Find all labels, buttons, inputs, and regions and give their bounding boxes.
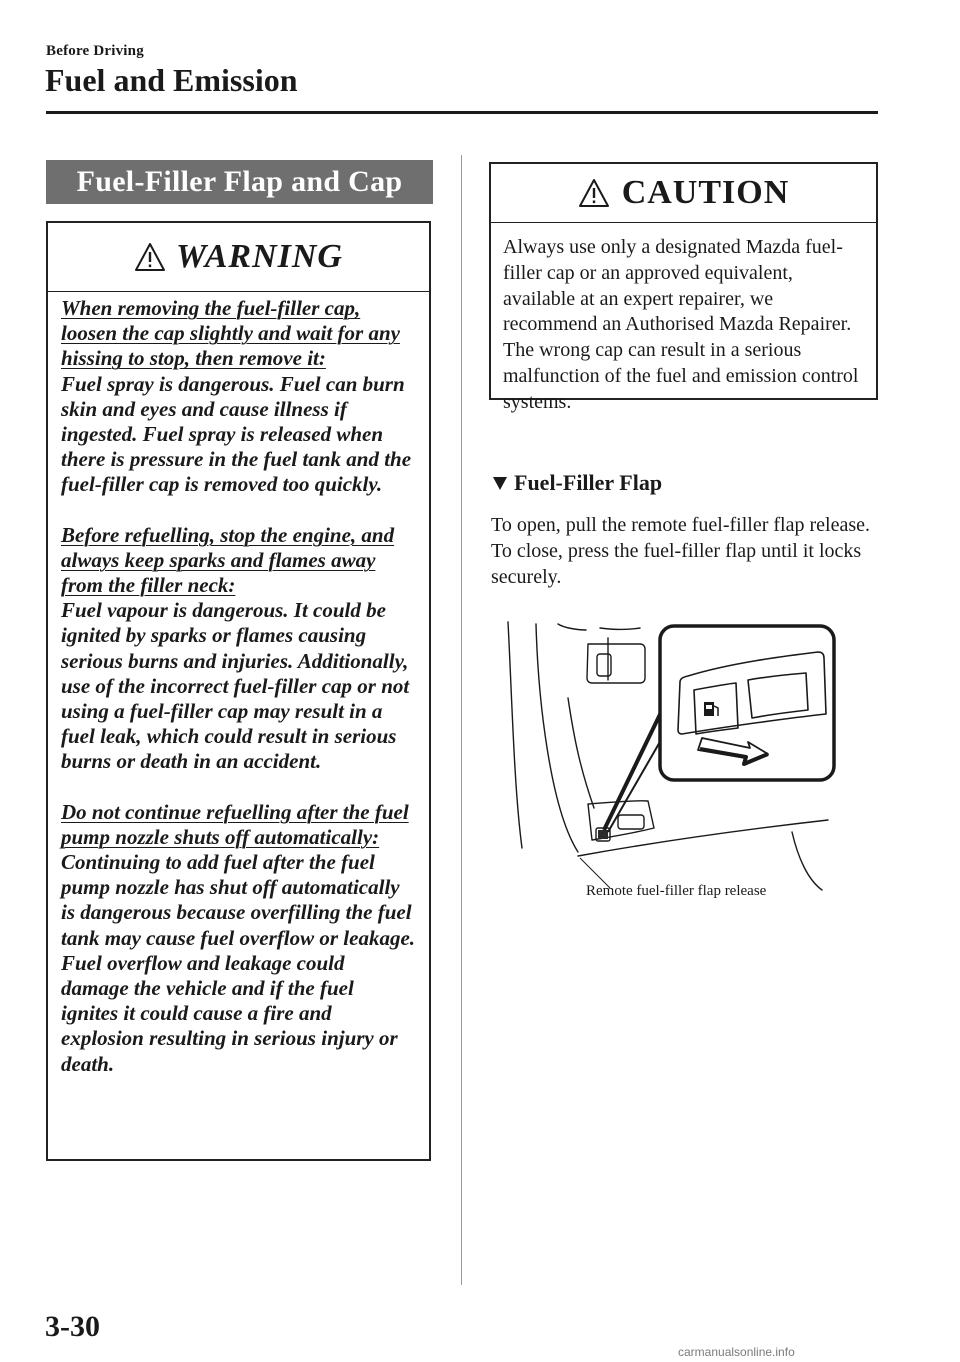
warning-instruction-2: Before refuelling, stop the engine, and always keep sparks and flames away from the filler neck: [61, 522, 395, 598]
warning-header [48, 223, 429, 292]
warning-triangle-icon [578, 178, 610, 208]
header-rule [46, 111, 878, 114]
warning-title: WARNING [176, 238, 343, 275]
caution-header [491, 164, 876, 223]
caution-text: Always use only a designated Mazda fuel-filler cap or an approved equivalent, available at an expert repairer, we recommend an Authorised Mazda Repairer. The wrong cap can result in a serious malfunction of the fuel and emission control systems. [503, 236, 859, 413]
subsection-body: To open, pull the remote fuel-filler flap release. To close, press the fuel-filler flap until it locks securely. [491, 514, 870, 588]
section-label: Before Driving [46, 43, 144, 59]
column-divider [461, 155, 462, 1285]
warning-explanation-2: Fuel vapour is dangerous. It could be ignited by sparks or flames causing serious burns and injuries. Additionally, use of the incorrect fuel-filler cap or not using a fuel-filler cap may result in a fuel leak, which could result in serious burns or death in an accident. [61, 598, 410, 774]
warning-instruction-1: When removing the fuel-filler cap, loosen the cap slightly and wait for any hissing to stop, then remove it: [61, 296, 400, 371]
illustration-label: Remote fuel-filler flap release [586, 883, 767, 899]
chapter-title: Fuel and Emission [45, 62, 298, 98]
caution-box [489, 162, 878, 413]
caution-title: CAUTION [621, 174, 790, 211]
warning-box [46, 221, 431, 1161]
subsection-heading [492, 470, 662, 496]
fuel-flap-release-illustration [500, 618, 860, 918]
warning-triangle-icon [134, 242, 166, 272]
page-number: 3-30 [45, 1310, 100, 1343]
section-title-banner: Fuel-Filler Flap and Cap [46, 160, 433, 204]
warning-explanation-1: Fuel spray is dangerous. Fuel can burn skin and eyes and cause illness if ingested. Fuel spray is released when there is pressure in the fuel tank and the fuel-filler cap is removed too quickly. [61, 371, 412, 497]
warning-instruction-3: Do not continue refuelling after the fuel pump nozzle shuts off automatically: [61, 799, 409, 849]
subsection-title: Fuel-Filler Flap [514, 470, 663, 495]
warning-explanation-3: Continuing to add fuel after the fuel pump nozzle has shut off automatically is dangerous because overfilling the fuel tank may cause fuel overflow or leakage. Fuel overflow and leakage could damage the vehicle and if the fuel ignites it could cause a fire and explosion resulting in serious injury or death. [61, 850, 416, 1076]
triangle-down-icon [492, 475, 508, 491]
watermark: carmanualsonline.info [678, 1345, 795, 1359]
